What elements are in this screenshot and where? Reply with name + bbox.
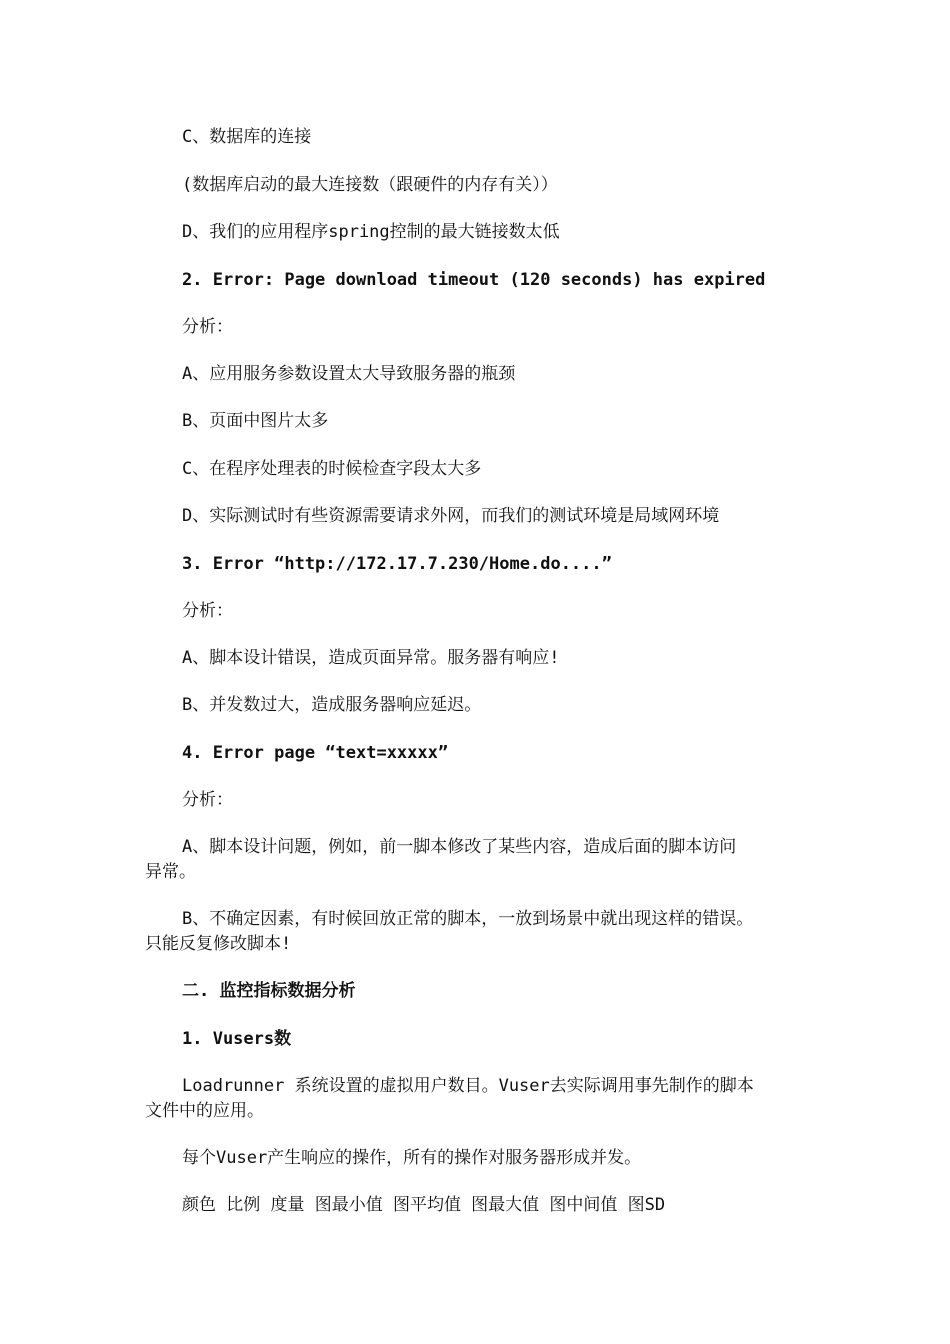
analysis-item: B、并发数过大，造成服务器响应延迟。	[182, 695, 482, 715]
paragraph-db-connection: C、数据库的连接	[182, 127, 312, 147]
analysis-item: A、应用服务参数设置太大导致服务器的瓶颈	[182, 364, 516, 384]
heading-error-url: 3. Error “http://172.17.7.230/Home.do....”	[182, 554, 612, 574]
paragraph-db-max-connections: (数据库启动的最大连接数（跟硬件的内存有关））	[182, 175, 558, 195]
analysis-item: A、脚本设计错误，造成页面异常。服务器有响应!	[182, 648, 560, 668]
analysis-item-continuation: 只能反复修改脚本!	[145, 934, 292, 954]
heading-error-timeout: 2. Error: Page download timeout (120 seconds) has expired	[182, 270, 766, 290]
heading-vusers: 1. Vusers数	[182, 1029, 292, 1049]
paragraph-vusers-desc: Loadrunner 系统设置的虚拟用户数目。Vuser去实际调用事先制作的脚本	[182, 1076, 754, 1096]
analysis-label: 分析：	[182, 790, 233, 810]
paragraph-vusers-concurrency: 每个Vuser产生响应的操作，所有的操作对服务器形成并发。	[182, 1148, 642, 1168]
analysis-item: B、不确定因素，有时候回放正常的脚本，一放到场景中就出现这样的错误。	[182, 909, 754, 929]
analysis-item: A、脚本设计问题，例如，前一脚本修改了某些内容，造成后面的脚本访问	[182, 837, 737, 857]
analysis-item: C、在程序处理表的时候检查字段太大多	[182, 459, 482, 479]
paragraph-vusers-desc-continuation: 文件中的应用。	[145, 1101, 264, 1121]
paragraph-metric-columns: 颜色 比例 度量 图最小值 图平均值 图最大值 图中间值 图SD	[182, 1195, 666, 1215]
heading-error-page: 4. Error page “text=xxxxx”	[182, 743, 449, 763]
paragraph-spring-max-links: D、我们的应用程序spring控制的最大链接数太低	[182, 222, 560, 242]
analysis-item: D、实际测试时有些资源需要请求外网，而我们的测试环境是局域网环境	[182, 506, 720, 526]
analysis-label: 分析：	[182, 317, 233, 337]
analysis-item: B、页面中图片太多	[182, 411, 329, 431]
section-heading-monitoring: 二. 监控指标数据分析	[182, 981, 356, 1001]
analysis-label: 分析：	[182, 601, 233, 621]
analysis-item-continuation: 异常。	[145, 862, 196, 882]
